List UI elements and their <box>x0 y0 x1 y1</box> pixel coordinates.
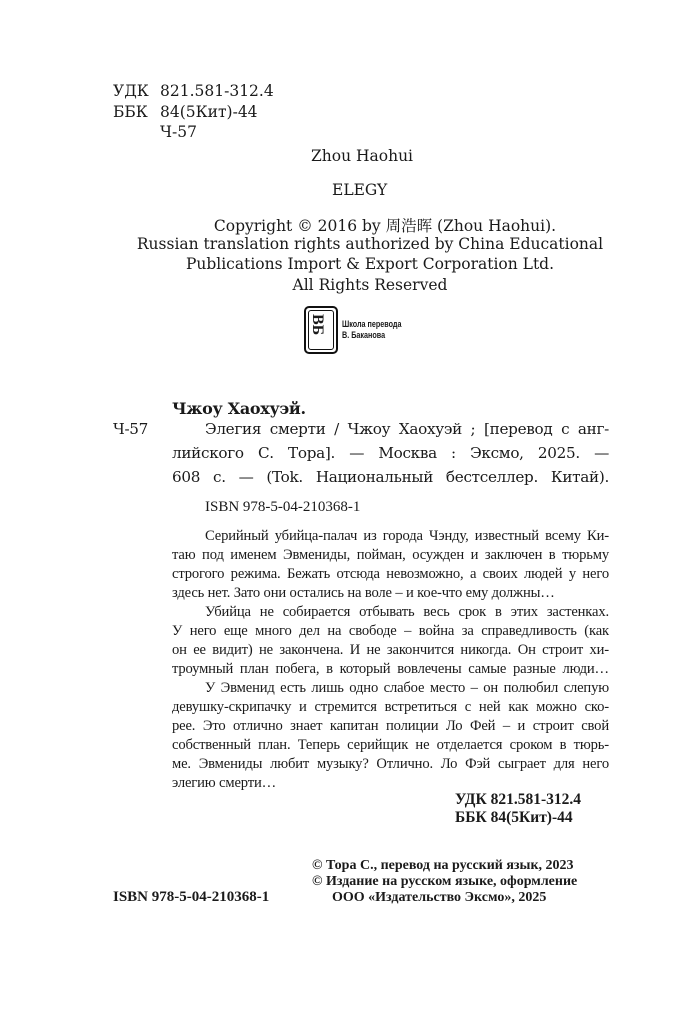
bbk-top <box>113 103 258 121</box>
annotation-line: Серийный убийца-палач из города Чэнду, известный всему Ки- <box>205 528 609 544</box>
annotation-line: Убийца не собирается отбывать весь срок в этих застенках. <box>205 604 609 620</box>
bib-line: лийского С. Тора]. — Москва : Эксмо, 2025. — <box>172 444 609 462</box>
copyright-line: Russian translation rights authorized by China Educational <box>136 235 604 253</box>
annotation-line: У Эвменид есть лишь одно слабое место – он полюбил слепую <box>205 680 609 696</box>
annotation-line: здесь нет. Зато они остались на воле – и кое-что ему должны… <box>172 585 555 601</box>
annotation-line: ме. Эвмениды любит музыку? Отлично. Ло Фэй сыграет для него <box>172 756 609 772</box>
annotation-line: троумный план побега, в который вовлечены самые разные люди… <box>172 661 609 677</box>
annotation-line: девушку-скрипачку и стремится встретиться с ней как можно ско- <box>172 699 609 715</box>
annotation-line: рее. Это отлично знает капитан полиции Ло Фей – и строит свой <box>172 718 609 734</box>
bib-line: 608 с. — (Tok. Национальный бестселлер. Китай). <box>172 468 609 486</box>
bib-line: Элегия смерти / Чжоу Хаохуэй ; [перевод с анг- <box>205 420 609 438</box>
bib-isbn: ISBN 978-5-04-210368-1 <box>205 499 361 515</box>
logo-line-1: Школа перевода <box>342 319 402 329</box>
udk-bottom: УДК 821.581-312.4 <box>455 791 581 808</box>
copyright-line: All Rights Reserved <box>292 276 448 294</box>
bbk-value: 84(5Кит)-44 <box>160 103 258 121</box>
translation-school-logo <box>304 306 416 354</box>
author-sign-top: Ч-57 <box>160 123 197 141</box>
bib-author-sign: Ч-57 <box>113 420 148 438</box>
udk-top <box>113 82 274 100</box>
logo-mark-text: ВБ <box>309 314 326 336</box>
imprint-isbn: ISBN 978-5-04-210368-1 <box>113 889 270 905</box>
logo-line-2: В. Баканова <box>342 330 386 340</box>
logo-mark <box>304 306 338 354</box>
bib-author-heading: Чжоу Хаохуэй. <box>172 399 306 418</box>
annotation-line: элегию смерти… <box>172 775 277 791</box>
bbk-label: ББК <box>113 103 148 121</box>
annotation-line: строгого режима. Бежать отсюда невозможно, а своих людей у него <box>172 566 609 582</box>
annotation-line: собственный план. Теперь серийщик не отделается сроком в тюрь- <box>172 737 609 753</box>
udk-value: 821.581-312.4 <box>160 82 274 100</box>
imprint-line: ООО «Издательство Эксмо», 2025 <box>332 890 547 905</box>
original-author: Zhou Haohui <box>311 147 414 165</box>
copyright-line: Publications Import & Export Corporation Ltd. <box>185 255 555 273</box>
annotation-line: таю под именем Эвмениды, пойман, осужден и заключен в тюрьму <box>172 547 609 563</box>
copyright-line: Copyright © 2016 by 周浩晖 (Zhou Haohui). <box>213 217 557 235</box>
udk-label: УДК <box>113 82 149 100</box>
imprint-line: © Издание на русском языке, оформление <box>312 874 578 889</box>
annotation-line: он ее видит) не закончена. И не закончится никогда. Он строит хи- <box>172 642 609 658</box>
imprint-line: © Тора С., перевод на русский язык, 2023 <box>312 858 574 873</box>
original-title: ELEGY <box>332 181 388 199</box>
annotation-line: У него еще много дел на свободе – война за справедливость (как <box>172 623 609 639</box>
bbk-bottom: ББК 84(5Кит)-44 <box>455 809 573 826</box>
